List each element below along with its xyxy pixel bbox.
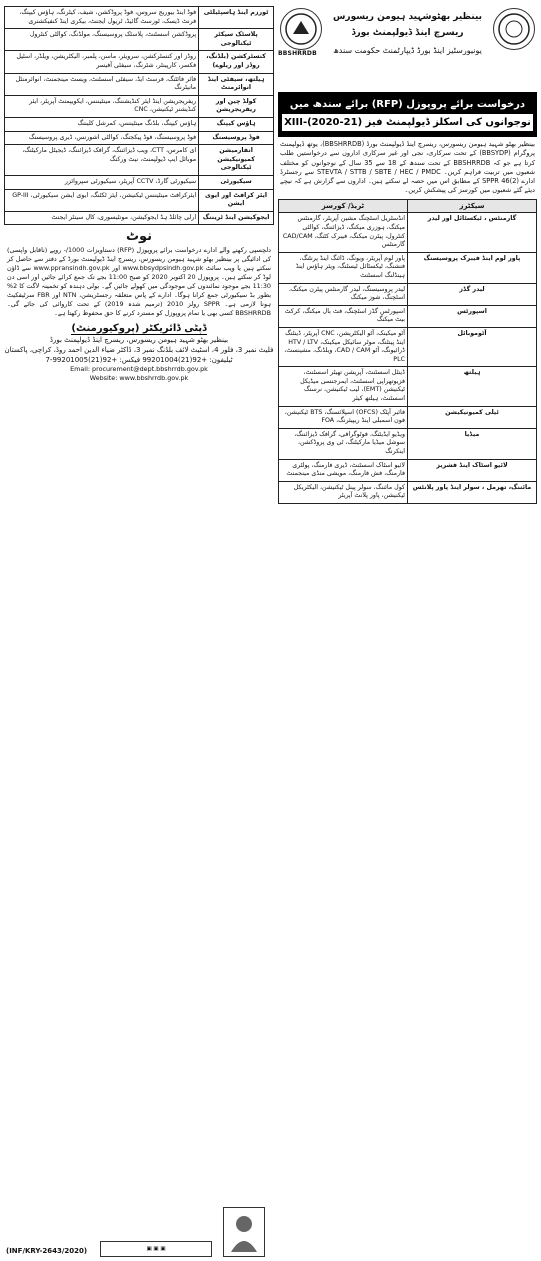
- contact-email: Email: procurement@dept.bbshrrdb.gov.pk: [70, 364, 208, 373]
- contact-phone: ٹیلیفون: +92(21)99201004 فیکس: +92(21)99201005-7: [45, 355, 233, 364]
- trades-cell: لیدر پروسیسنگ، لیدر گارمنٹس پیٹرن میکنگ، اسٹچنگ، شوز میکنگ: [279, 283, 408, 305]
- table-row: [5, 51, 274, 73]
- title-line-2: نوجوانوں کی اسکلز ڈیولپمنٹ فیز XIII-(2020-21): [282, 114, 533, 131]
- trades-cell: انڈسٹریل اسٹچنگ مشین آپریٹر، گارمنٹس میکنگ، ہوزری میکنگ، ڈیزائننگ، کوالٹی کنٹرول، پیٹرن میکنگ، فیبرک کٹنگ، CAD/CAM گارمنٹس: [279, 213, 408, 252]
- table-row: [279, 252, 537, 283]
- note-body: دلچسپی رکھنے والے ادارے درخواست برائے پروپوزل (RFP) دستاویزات 1000/- روپے (ناقابل واپسی) کی ادائیگی پر بینظیر بھٹو شہید ہیومن ریسورس، ریسرچ اینڈ ڈیولپمنٹ بورڈ کے دفتر سے حاصل کر سکتے ہیں یا ویب سائٹ www.bbsydpsindh.gov.pk اور www.ppransindh.gov.pk سے ڈاؤن لوڈ کر سکتے ہیں۔ پروپوزل 20 اکتوبر 2020 کو صبح 11:00 بجے تک جمع کرائے جائیں اور اسی دن 11:30 بجے موجود نمائندوں کی موجودگی میں کھولے جائیں گے۔ بولی دہندہ کو تخمینہ لاگت کا 2% بطور بڈ سیکیورٹی جمع کرانا ہوگا۔ ادارے کے پاس متعلقہ رجسٹریشن، NTN اور FBR سرٹیفکیٹ ہونا لازمی ہے۔ SPPR رولز 2010 (ترمیم شدہ 2019) کے تحت کاروائی کی جائے گی۔ BBSHRRDB کسی بھی یا تمام پروپوزل کو مسترد کرنے کا حق محفوظ رکھتا ہے۔: [7, 246, 272, 317]
- table-row: [279, 367, 537, 406]
- sector-cell: ٹیلی کمیونیکیشن: [408, 406, 537, 428]
- table-row: [279, 305, 537, 327]
- sector-cell: ایجوکیشن اینڈ ٹریننگ: [199, 211, 274, 225]
- trades-cell: پاور لوم آپریٹر، ویونگ، ڈائنگ اینڈ پرنٹنگ، فنشنگ، ٹیکسٹائل ٹیسٹنگ، ویئر ہاؤس اینڈ ہینڈلنگ اسسٹنٹ: [279, 252, 408, 283]
- ad-header: [278, 6, 537, 86]
- org-line-2: ریسرچ اینڈ ڈیولپمنٹ بورڈ: [351, 28, 464, 38]
- logo-caption: BBSHRRDB: [278, 50, 317, 57]
- sector-cell: ہاؤس کیپنگ: [199, 117, 274, 131]
- org-line-1: بینظیر بھٹوشہید ہیومن ریسورس: [332, 12, 483, 22]
- sector-cell: گارمنٹس ، ٹیکسٹائل اور لیدر: [408, 213, 537, 252]
- trades-cell: فوڈ اینڈ بیوریج سروس، فوڈ پروڈکشن، شیف، کیٹرنگ، ہاؤس کیپنگ، فرنٹ ڈیسک، ٹورسٹ گائیڈ، ٹریول ایجنٹ، بیکری اینڈ کنفیکشنری: [5, 7, 199, 29]
- sector-cell: اسپورٹس: [408, 305, 537, 327]
- col-sector-header: سیکٹرز: [408, 199, 537, 213]
- sector-cell: آٹوموبائل: [408, 327, 537, 366]
- trades-cell: لائیو اسٹاک اسسٹنٹ، ڈیری فارمنگ، پولٹری فارمنگ، فش فارمنگ، مویشی منڈی مینجمنٹ: [279, 459, 408, 481]
- table-row: [279, 327, 537, 366]
- table-row: [279, 213, 537, 252]
- table-row: [5, 117, 274, 131]
- sector-cell: پلاسٹک سیکٹر ٹیکنالوجی: [199, 29, 274, 51]
- contact-org: بینظیر بھٹو شہید ہیومن ریسورس، ریسرچ اینڈ ڈیولپمنٹ بورڈ: [49, 335, 229, 344]
- intro-paragraph: بینظیر بھٹو شہید ہیومن ریسورس، ریسرچ اینڈ ڈیولپمنٹ بورڈ (BBSHRRDB)، یوتھ ڈیولپمنٹ پروگرام (BBSYDP) کے تحت سرکاری، نجی اور غیر سرکاری اداروں سے درخواستیں طلب کرتا ہے جو کہ BBSHRRDB کے تحت سندھ کے 18 سے 35 سال کے نوجوانوں کو مختلف شعبوں میں تربیت فراہم کریں۔ STEVTA / STTB / SBTE / HEC / PMDC سے رجسٹرڈ ادارے SPPR 46(2) کے مطابق اس میں حصہ لے سکتے ہیں۔ اداروں سے گزارش ہے کہ نیچے دیئے گئے شعبوں میں کورسز کی پیشکش کریں۔: [280, 140, 536, 195]
- note-title: نوٹ: [125, 229, 153, 245]
- table-row: [5, 73, 274, 95]
- table-row: [5, 29, 274, 51]
- trades-cell: اسپورٹس گڈز اسٹچنگ، فٹ بال میکنگ، کرکٹ بیٹ میکنگ: [279, 305, 408, 327]
- contact-website: Website: www.bbshrrdb.gov.pk: [89, 373, 189, 382]
- left-column: [4, 6, 274, 383]
- sector-cell: مائننگ، تھرمل ، سولر اینڈ پاور پلانٹس: [408, 481, 537, 503]
- trades-cell: ارلی چائلڈ ہڈ ایجوکیشن، مونٹیسوری، کال سینٹر ایجنٹ: [5, 211, 199, 225]
- sector-cell: لیدر گڈز: [408, 283, 537, 305]
- table-row: [5, 7, 274, 29]
- contact-address: فلیٹ نمبر 3، فلور 4، اسٹیٹ لائف بلڈنگ نمبر 3، ڈاکٹر ضیاء الدین احمد روڈ، کراچی، پاکستان: [4, 345, 274, 354]
- table-row: [5, 95, 274, 117]
- table-row: [279, 459, 537, 481]
- trades-cell: ریفریجریشن اینڈ ایئر کنڈیشننگ، مینٹیننس، ایکویپمنٹ آپریٹر، ایئر کنڈیشنر ٹیکنیشن، CNC: [5, 95, 199, 117]
- contact-title: ڈپٹی ڈائریکٹر (پروکیورمنٹ): [71, 322, 207, 334]
- sector-cell: کنسٹرکشن (بلڈنگ، روڈز اور ریلوے): [199, 51, 274, 73]
- table-row: [5, 211, 274, 225]
- trades-cell: پروڈکشن اسسٹنٹ، پلاسٹک پروسیسنگ، مولڈنگ، کوالٹی کنٹرول: [5, 29, 199, 51]
- table-row: [279, 481, 537, 503]
- rfp-title: [278, 92, 537, 137]
- sectors-table-left: [4, 6, 274, 225]
- org-line-3: یونیورسٹیز اینڈ بورڈ ڈیپارٹمنٹ حکومت سندھ: [333, 46, 482, 55]
- portrait-image: [223, 1207, 265, 1257]
- table-row: [5, 145, 274, 176]
- table-row: [279, 406, 537, 428]
- sector-cell: میڈیا: [408, 428, 537, 459]
- trades-cell: فوڈ پروسیسنگ، فوڈ پیکجنگ، کوالٹی اشورنس، ڈیری پروسیسنگ: [5, 131, 199, 145]
- sector-cell: سیکیورٹی: [199, 175, 274, 189]
- contact-block: [4, 324, 274, 383]
- trades-cell: سیکیورٹی گارڈ، CCTV آپریٹر، سیکیورٹی سپروائزر: [5, 175, 199, 189]
- table-row: [279, 428, 537, 459]
- trades-cell: کول مائننگ، سولر پینل ٹیکنیشن، الیکٹریکل ٹیکنیشن، پاور پلانٹ آپریٹر: [279, 481, 408, 503]
- table-row: [279, 283, 537, 305]
- trades-cell: آٹو میکینک، آٹو الیکٹریشن، CNC آپریٹر، ڈینٹنگ اینڈ پینٹنگ، موٹر سائیکل میکینک، HTV / LTV ڈرائیونگ، آٹو CAD / CAM، ویلڈنگ، مشینسٹ، PLC: [279, 327, 408, 366]
- right-column: [278, 6, 537, 504]
- table-row: [5, 131, 274, 145]
- trades-cell: ڈینٹل اسسٹنٹ، آپریشن تھیٹر اسسٹنٹ، فزیوتھراپی اسسٹنٹ، ایمرجنسی میڈیکل ٹیکنیشن (EMT)، لیب ٹیکنیشن، نرسنگ اسسٹنٹ، ہیلتھ کیئر: [279, 367, 408, 406]
- sector-cell: ہیلتھ، سیفٹی اینڈ انوائرمنٹ: [199, 73, 274, 95]
- sector-cell: پاور لوم اینڈ فیبرک پروسیسنگ: [408, 252, 537, 283]
- title-line-1: درخواست برائے پروپوزل (RFP) برائے سندھ میں: [289, 99, 526, 110]
- bbshrrdb-logo-icon: [280, 8, 322, 50]
- ad-reference: (INF/KRY-2643/2020): [6, 1247, 88, 1255]
- sector-cell: انفارمیشن کمیونیکیشن ٹیکنالوجی: [199, 145, 274, 176]
- public-service-badge-icon: ▣ ▣ ▣: [100, 1241, 212, 1257]
- trades-cell: ایئرکرافٹ مینٹیننس ٹیکنیشن، ایئر ٹکٹنگ، ایوی ایشن سیکیورٹی، GP-III: [5, 189, 199, 211]
- trades-cell: روڈز اور کنسٹرکشن، سرویئر، ماسن، پلمبر، الیکٹریشن، ویلڈر، اسٹیل فکسر، کارپینٹر، شٹرنگ، سیفٹی آفیسر: [5, 51, 199, 73]
- sector-cell: فوڈ پروسیسنگ: [199, 131, 274, 145]
- sector-cell: کولڈ چین اور ریفریجریشن: [199, 95, 274, 117]
- trades-cell: ای کامرس، CTT، ویب ڈیزائننگ، گرافک ڈیزائننگ، ڈیجیٹل مارکیٹنگ، موبائل ایپ ڈیولپمنٹ، نیٹ ورکنگ: [5, 145, 199, 176]
- trades-cell: ہاؤس کیپنگ، بلڈنگ مینٹیننس، کمرشل کلیننگ: [5, 117, 199, 131]
- col-trades-header: ٹریڈ/ کورسز: [279, 199, 408, 213]
- sector-cell: ٹورزم اینڈ ہاسپٹیلٹی: [199, 7, 274, 29]
- sectors-table-right: [278, 199, 537, 504]
- trades-cell: فائبر آپٹک (OFCS) اسپلائسنگ، BTS ٹیکنیشن، فون اسمبلی اینڈ ریپیئرنگ، FOA: [279, 406, 408, 428]
- trades-cell: ویڈیو ایڈیٹنگ، فوٹوگرافی، گرافک ڈیزائننگ، سوشل میڈیا مارکیٹنگ، ٹی وی پروڈکشن، اینکرنگ: [279, 428, 408, 459]
- trades-cell: فائر فائٹنگ، فرسٹ ایڈ، سیفٹی اسسٹنٹ، ویسٹ مینجمنٹ، انوائرمنٹل مانیٹرنگ: [5, 73, 199, 95]
- table-row: [5, 189, 274, 211]
- sector-cell: ہیلتھ: [408, 367, 537, 406]
- sindh-government-seal-icon: [493, 8, 535, 50]
- sector-cell: لائیو اسٹاک اینڈ فشریز: [408, 459, 537, 481]
- sector-cell: ایئر کرافٹ اور ایوی ایشن: [199, 189, 274, 211]
- table-row: [5, 175, 274, 189]
